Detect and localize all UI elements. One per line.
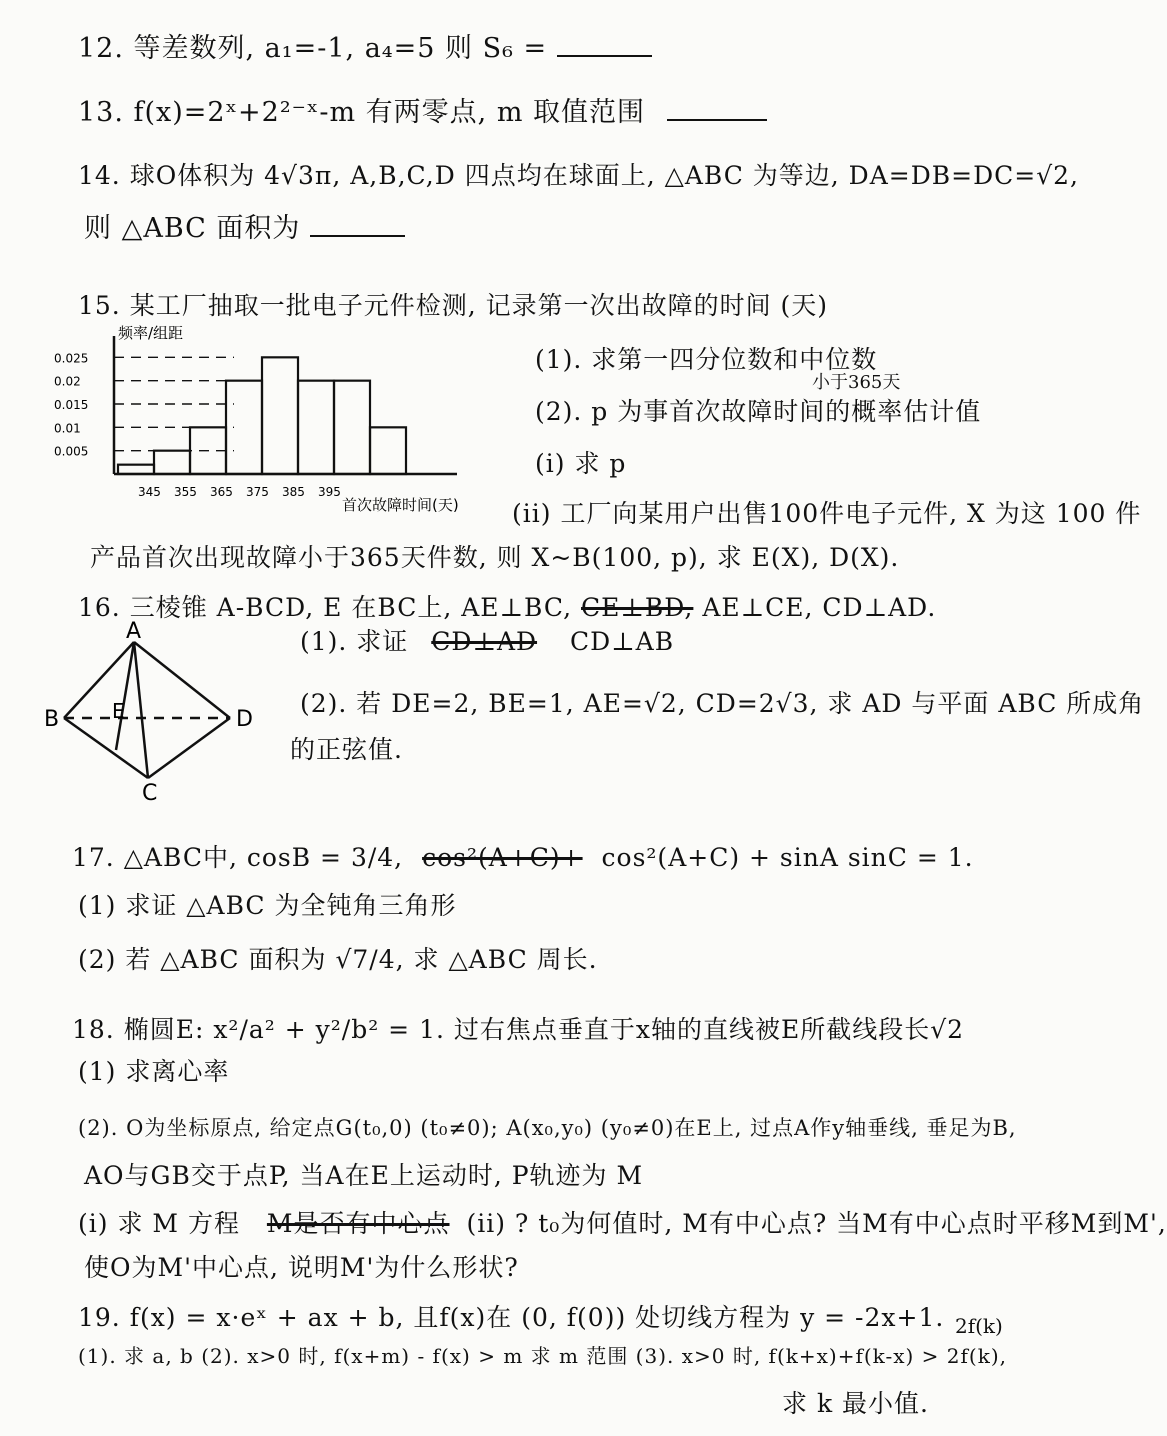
q19-line3: 求 k 最小值. bbox=[782, 1389, 929, 1418]
y-tick-label: 0.02 bbox=[54, 374, 81, 389]
point-e-label: E bbox=[112, 699, 125, 723]
q15-title: 15. 某工厂抽取一批电子元件检测, 记录第一次出故障的时间 (天) bbox=[78, 291, 829, 320]
histogram-bar bbox=[262, 357, 298, 474]
q16-rest: AE⊥CE, CD⊥AD. bbox=[702, 593, 937, 622]
q18-part2c1: (i) 求 M 方程 bbox=[78, 1209, 240, 1238]
q17-line1a: 17. △ABC中, cosB = 3/4, bbox=[72, 843, 404, 872]
question-14-ask bbox=[84, 206, 405, 245]
q17-part2: (2) 若 △ABC 面积为 √7/4, 求 △ABC 周长. bbox=[78, 945, 598, 974]
x-tick-label: 355 bbox=[174, 485, 197, 499]
q15-part2: (2). p 为事首次故障时间的概率估计值 bbox=[535, 397, 982, 426]
q19-line2: (1). 求 a, b (2). x>0 时, f(x+m) - f(x) > m 求 m 范围 (3). x>0 时, f(k+x)+f(k-x) > 2f(k), bbox=[78, 1344, 1007, 1368]
y-tick-label: 0.015 bbox=[54, 398, 89, 412]
q16-part2b: 的正弦值. bbox=[290, 735, 403, 764]
q13-text: 13. f(x)=2ˣ+2²⁻ˣ-m 有两零点, m 取值范围 bbox=[78, 97, 646, 128]
q16-part1-struck: CD⊥AD bbox=[431, 627, 538, 656]
y-tick-label: 0.005 bbox=[54, 444, 89, 459]
q19-note: 2f(k) bbox=[955, 1314, 1003, 1338]
q14-line2: 则 △ABC 面积为 bbox=[84, 213, 301, 244]
x-tick-label: 375 bbox=[246, 485, 269, 499]
x-tick-label: 385 bbox=[282, 485, 305, 499]
question-12 bbox=[78, 26, 652, 65]
x-tick-label: 365 bbox=[210, 485, 233, 499]
q15-part2c: 产品首次出现故障小于365天件数, 则 X~B(100, p), 求 E(X), D(X). bbox=[90, 543, 900, 572]
vertex-b-label: B bbox=[44, 707, 60, 732]
histogram-bar bbox=[334, 381, 370, 474]
q18-part1: (1) 求离心率 bbox=[78, 1057, 230, 1086]
question-16-title bbox=[78, 588, 936, 624]
edge-ac bbox=[134, 642, 148, 778]
q15-part2a: (i) 求 p bbox=[535, 449, 627, 478]
q16-title: 16. 三棱锥 A-BCD, E 在BC上, AE⊥BC, bbox=[78, 593, 573, 622]
q16-struck: CE⊥BD, bbox=[581, 593, 694, 622]
q15-note: 小于365天 bbox=[812, 372, 901, 393]
histogram-bar bbox=[226, 381, 262, 474]
edge-ad bbox=[134, 642, 230, 718]
q17-line1b: cos²(A+C) + sinA sinC = 1. bbox=[601, 843, 974, 872]
q14-line1: 14. 球O体积为 4√3π, A,B,C,D 四点均在球面上, △ABC 为等边, DA=DB=DC=√2, bbox=[78, 161, 1079, 190]
q18-part2a: (2). O为坐标原点, 给定点G(t₀,0) (t₀≠0); A(x₀,y₀) (y₀≠0)在E上, 过点A作y轴垂线, 垂足为B, bbox=[78, 1116, 1017, 1140]
histogram-bars bbox=[118, 357, 406, 474]
histogram-bar bbox=[298, 381, 334, 474]
x-tick-label: 395 bbox=[318, 485, 341, 499]
y-tick-label: 0.01 bbox=[54, 421, 81, 436]
edge-bc bbox=[64, 718, 148, 778]
x-axis-label: 首次故障时间(天) bbox=[342, 496, 459, 514]
q18-line1: 18. 椭圆E: x²/a² + y²/b² = 1. 过右焦点垂直于x轴的直线被E所截线段长√2 bbox=[72, 1015, 965, 1044]
q17-part1: (1) 求证 △ABC 为全钝角三角形 bbox=[78, 891, 457, 920]
answer-blank-12[interactable] bbox=[557, 33, 652, 57]
histogram-bar bbox=[118, 465, 154, 474]
question-17-line bbox=[72, 838, 974, 874]
vertex-a-label: A bbox=[126, 619, 142, 644]
histogram-bar bbox=[154, 451, 190, 474]
x-tick-label: 345 bbox=[138, 485, 161, 499]
answer-blank-13[interactable] bbox=[667, 97, 767, 121]
q15-part2b: (ii) 工厂向某用户出售100件电子元件, X 为这 100 件 bbox=[512, 499, 1142, 528]
vertex-c-label: C bbox=[142, 781, 158, 806]
question-18-part2c bbox=[78, 1204, 1167, 1240]
q16-part1-label: (1). 求证 bbox=[300, 627, 409, 656]
q16-part1-text: CD⊥AB bbox=[570, 627, 675, 656]
q18-part2b: AO与GB交于点P, 当A在E上运动时, P轨迹为 M bbox=[84, 1161, 644, 1190]
vertex-d-label: D bbox=[236, 707, 253, 732]
q19-line1: 19. f(x) = x·eˣ + ax + b, 且f(x)在 (0, f(0)) 处切线方程为 y = -2x+1. bbox=[78, 1303, 945, 1332]
question-16-part1 bbox=[300, 622, 674, 658]
histogram-chart bbox=[52, 318, 472, 518]
question-13 bbox=[78, 90, 767, 129]
q15-part1: (1). 求第一四分位数和中位数 bbox=[535, 345, 878, 374]
q16-part2: (2). 若 DE=2, BE=1, AE=√2, CD=2√3, 求 AD 与平面 ABC 所成角 bbox=[300, 689, 1145, 718]
y-tick-label: 0.025 bbox=[54, 351, 89, 366]
histogram-bar bbox=[370, 427, 406, 474]
q18-part2c-struck: M是否有中心点 bbox=[266, 1209, 450, 1238]
q12-text: 12. 等差数列, a₁=-1, a₄=5 则 S₆ = bbox=[78, 33, 548, 64]
tetrahedron-figure bbox=[44, 619, 274, 806]
q18-part2d: 使O为M'中心点, 说明M'为什么形状? bbox=[84, 1253, 519, 1282]
q18-part2c2: (ii) ? t₀为何值时, M有中心点? 当M有中心点时平移M到M', bbox=[466, 1209, 1167, 1238]
edge-cd bbox=[148, 718, 230, 778]
y-axis-label: 频率/组距 bbox=[118, 324, 184, 342]
answer-blank-14[interactable] bbox=[310, 213, 405, 237]
q17-struck: cos²(A+C)+ bbox=[422, 843, 583, 872]
